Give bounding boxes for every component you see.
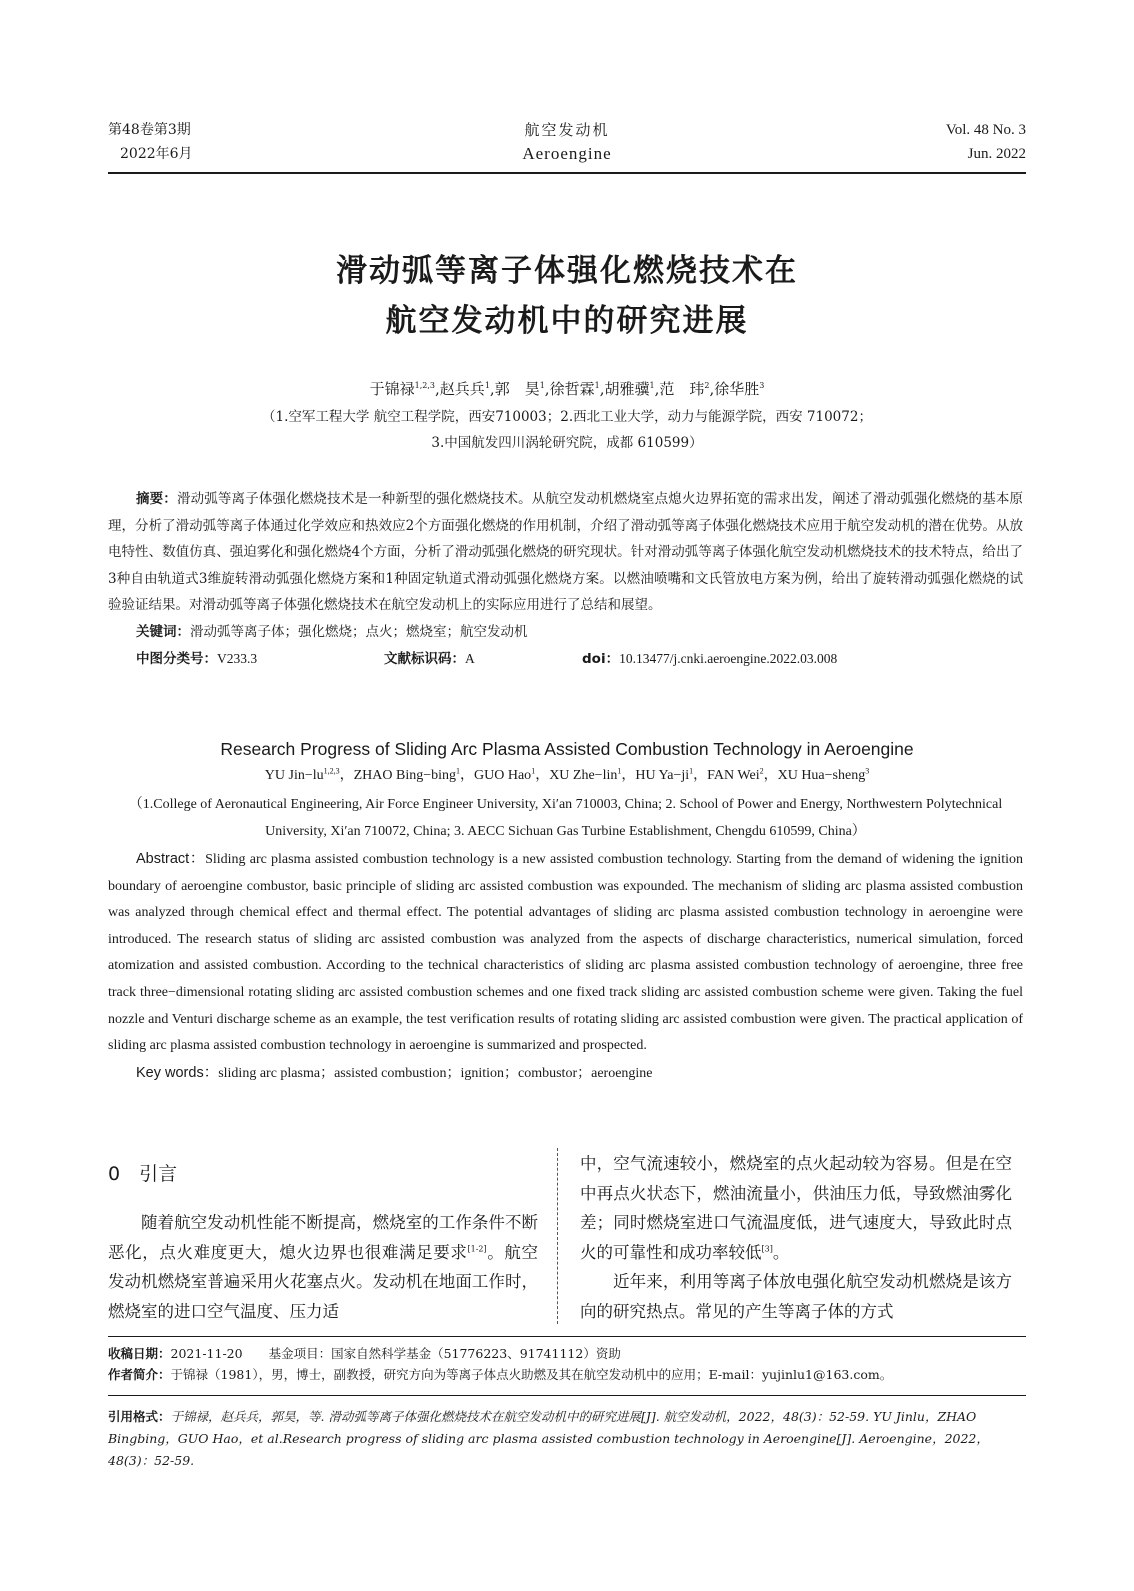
fund-text: 国家自然科学基金（51776223、91741112）资助 bbox=[331, 1346, 621, 1361]
affiliation-cn-line-2: 3.中国航发四川涡轮研究院，成都 610599） bbox=[431, 435, 703, 451]
section-heading: 0 引言 bbox=[108, 1163, 178, 1185]
abstract-en bbox=[108, 846, 1023, 1087]
en-author-separator: ， bbox=[460, 768, 475, 783]
en-author-name: XU Zhe−lin bbox=[549, 768, 618, 783]
keywords-cn: 滑动弧等离子体；强化燃烧；点火；燃烧室；航空发动机 bbox=[190, 623, 528, 640]
cn-author-name: 徐哲霖 bbox=[549, 380, 595, 398]
en-author-name: GUO Hao bbox=[474, 768, 532, 783]
doc-code-label: 文献标识码： bbox=[384, 650, 465, 667]
en-author-name: ZHAO Bing−bing bbox=[353, 768, 457, 783]
en-author-affiliation-mark: 1,2,3 bbox=[323, 766, 340, 776]
title-line-1: 滑动弧等离子体强化燃烧技术在 bbox=[336, 253, 798, 289]
clc-value: V233.3 bbox=[217, 650, 258, 666]
cn-author-name: 于锦禄 bbox=[369, 380, 415, 398]
en-author-affiliation-mark: 1 bbox=[456, 766, 461, 776]
footnote bbox=[108, 1343, 1023, 1385]
fund-label: 基金项目： bbox=[268, 1346, 332, 1361]
cn-author-affiliation-mark: 2 bbox=[704, 381, 710, 390]
en-author-name: HU Ya−ji bbox=[635, 768, 690, 783]
keywords-cn-label: 关键词： bbox=[136, 623, 190, 640]
citation-ref-1-2: [1-2] bbox=[467, 1244, 487, 1253]
cn-author-name: 胡雅骥 bbox=[604, 380, 650, 398]
en-author-name: XU Hua−sheng bbox=[777, 768, 866, 783]
en-author-separator: ， bbox=[693, 768, 708, 783]
cn-author-separator: , bbox=[654, 380, 660, 398]
en-author-separator: ， bbox=[339, 768, 354, 783]
classification-row bbox=[108, 646, 1023, 672]
keywords-en-label: Key words： bbox=[136, 1064, 219, 1081]
en-author-affiliation-mark: 1 bbox=[617, 766, 622, 776]
cn-author-affiliation-mark: 1 bbox=[594, 381, 600, 390]
citation-rule bbox=[108, 1395, 1026, 1396]
column-divider bbox=[557, 1148, 558, 1324]
header-rule bbox=[108, 172, 1026, 174]
citation-format bbox=[108, 1406, 1023, 1472]
received-date: 2021-11-20 bbox=[170, 1346, 243, 1361]
cn-author-separator: , bbox=[709, 380, 715, 398]
doi-value: 10.13477/j.cnki.aeroengine.2022.03.008 bbox=[619, 650, 838, 666]
cn-author-affiliation-mark: 1 bbox=[649, 381, 655, 390]
affiliation-cn bbox=[0, 404, 1134, 456]
title-line-2: 航空发动机中的研究进展 bbox=[385, 303, 749, 339]
authors-en bbox=[0, 763, 1134, 789]
en-author-name: YU Jin−lu bbox=[264, 768, 324, 783]
citation-ref-3: [3] bbox=[761, 1244, 773, 1253]
left-para-text-2: 。航空发动机燃烧室普遍采用火花塞点火。发动机在地面工作时，燃烧室的进口空气温度、压力适 bbox=[108, 1242, 539, 1321]
cn-author-separator: , bbox=[599, 380, 605, 398]
header-journal: 航空发动机 Aeroengine bbox=[522, 121, 612, 163]
cn-author-affiliation-mark: 1 bbox=[539, 381, 545, 390]
header-volume-en: Vol. 48 No. 3 Jun. 2022 bbox=[945, 122, 1026, 162]
body-left-column bbox=[108, 1208, 538, 1326]
right-para-1-text-2: 。 bbox=[772, 1242, 790, 1262]
en-author-affiliation-mark: 2 bbox=[759, 766, 764, 776]
doi-label: doi： bbox=[582, 650, 620, 667]
page-title bbox=[0, 246, 1134, 346]
cn-author-affiliation-mark: 3 bbox=[759, 381, 765, 390]
en-author-affiliation-mark: 1 bbox=[531, 766, 536, 776]
abstract-en-text: Sliding arc plasma assisted combustion technology is a new assisted combustion technology. Starting from the demand of widening the ignition boundary of aeroengine combustor, basic principle of sliding arc assisted combustion was expounded. The mechanism of sliding arc plasma assisted combustion was analyzed through chemical effect and thermal effect. The potential advantages of sliding arc plasma assisted combustion technology in aeroengine were introduced. The research status of sliding arc assisted combustion was analyzed from the aspects of discharge characteristics, numerical simulation, forced atomization and assisted combustion. According to the technical characteristics of sliding arc plasma assisted combustion technology of aeroengine, three free track three−dimensional rotating sliding arc assisted combustion schemes and one fixed track sliding arc assisted combustion scheme were given. Taking the fuel nozzle and Venturi discharge scheme as an example, the test verification results of rotating sliding arc assisted combustion were given. The practical application of sliding arc plasma assisted combustion technology in aeroengine is summarized and prospected. bbox=[108, 852, 1023, 1054]
header-volume-cn: 第48卷第3期 2022年6月 bbox=[108, 122, 193, 162]
cn-author-name: 赵兵兵 bbox=[439, 380, 485, 398]
received-label: 收稿日期： bbox=[108, 1346, 171, 1361]
cn-author-affiliation-mark: 1,2,3 bbox=[414, 381, 436, 390]
bio-label: 作者简介： bbox=[108, 1367, 171, 1382]
doc-code-value: A bbox=[465, 650, 475, 666]
bio-text: 于锦禄（1981），男，博士，副教授，研究方向为等离子体点火助燃及其在航空发动机中的应用；E-mail：yujinlu1@163.com。 bbox=[170, 1367, 893, 1382]
left-para-text-1: 随着航空发动机性能不断提高，燃烧室的工作条件不断恶化，点火难度更大，熄火边界也很难满足要求 bbox=[108, 1213, 538, 1262]
cn-author-name: 徐华胜 bbox=[714, 380, 760, 398]
en-author-separator: ， bbox=[535, 768, 550, 783]
abstract-cn-text: 滑动弧等离子体强化燃烧技术是一种新型的强化燃烧技术。从航空发动机燃烧室点熄火边界拓宽的需求出发，阐述了滑动弧强化燃烧的基本原理，分析了滑动弧等离子体通过化学效应和热效应2个方面强化燃烧的作用机制，介绍了滑动弧等离子体强化燃烧技术应用于航空发动机的潜在优势。从放电特性、数值仿真、强迫雾化和强化燃烧4个方面，分析了滑动弧强化燃烧的研究现状。针对滑动弧等离子体强化航空发动机燃烧技术的技术特点，给出了3种自由轨道式3维旋转滑动弧强化燃烧方案和1种固定轨道式滑动弧强化燃烧方案。以燃油喷嘴和文氏管放电方案为例，给出了旋转滑动弧强化燃烧的试验验证结果。对滑动弧等离子体强化燃烧技术在航空发动机上的实际应用进行了总结和展望。 bbox=[108, 491, 1024, 614]
cn-author-name: 郭 昊 bbox=[494, 380, 540, 398]
citation-text: 于锦禄，赵兵兵，郭昊，等. 滑动弧等离子体强化燃烧技术在航空发动机中的研究进展[J]. 航空发动机，2022，48(3)：52-59. YU Jinlu，ZHAO Bingbing，GUO Hao，et al.Research progress of sliding arc plasma assisted combustion technology in Aeroengine[J]. Aeroengine，2022，48(3)：52-59. bbox=[108, 1409, 989, 1468]
abstract-cn bbox=[108, 486, 1023, 672]
en-author-separator: ， bbox=[763, 768, 778, 783]
authors-cn bbox=[0, 376, 1134, 402]
abstract-cn-label: 摘要： bbox=[136, 491, 177, 507]
affiliation-cn-line-1: （1.空军工程大学 航空工程学院，西安710003；2.西北工业大学，动力与能源学院，西安 710072； bbox=[262, 409, 872, 425]
keywords-en: sliding arc plasma；assisted combustion；ignition；combustor；aeroengine bbox=[218, 1065, 653, 1081]
cn-author-separator: , bbox=[435, 380, 440, 398]
en-author-separator: ， bbox=[621, 768, 636, 783]
clc-label: 中图分类号： bbox=[136, 650, 217, 667]
cn-author-separator: , bbox=[489, 380, 495, 398]
en-author-name: FAN Wei bbox=[707, 768, 760, 783]
en-author-affiliation-mark: 3 bbox=[865, 766, 870, 776]
cn-author-separator: , bbox=[544, 380, 550, 398]
affiliation-en: （1.College of Aeronautical Engineering, Air Force Engineer University, Xi′an 710003, China; 2. School of Power and Energy, Northwestern Polytechnical University, Xi′an 710072, China; 3. AECC Sichuan Gas Turbine Establishment, Chengdu 610599, China） bbox=[128, 797, 1003, 839]
title-en: Research Progress of Sliding Arc Plasma Assisted Combustion Technology in Aeroengine bbox=[220, 739, 914, 759]
cn-author-name: 范 玮 bbox=[659, 380, 705, 398]
right-para-2: 近年来，利用等离子体放电强化航空发动机燃烧是该方向的研究热点。常见的产生等离子体的方式 bbox=[580, 1272, 1012, 1321]
cn-author-affiliation-mark: 1 bbox=[484, 381, 490, 390]
abstract-en-label: Abstract： bbox=[136, 851, 206, 867]
right-para-1-text-1: 中，空气流速较小，燃烧室的点火起动较为容易。但是在空中再点火状态下，燃油流量小，供油压力低，导致燃油雾化差；同时燃烧室进口气流温度低，进气速度大，导致此时点火的可靠性和成功率较低 bbox=[580, 1154, 1012, 1262]
footnote-rule bbox=[108, 1336, 1026, 1337]
en-author-affiliation-mark: 1 bbox=[689, 766, 694, 776]
citation-label: 引用格式： bbox=[108, 1409, 171, 1424]
body-right-column bbox=[580, 1149, 1012, 1326]
